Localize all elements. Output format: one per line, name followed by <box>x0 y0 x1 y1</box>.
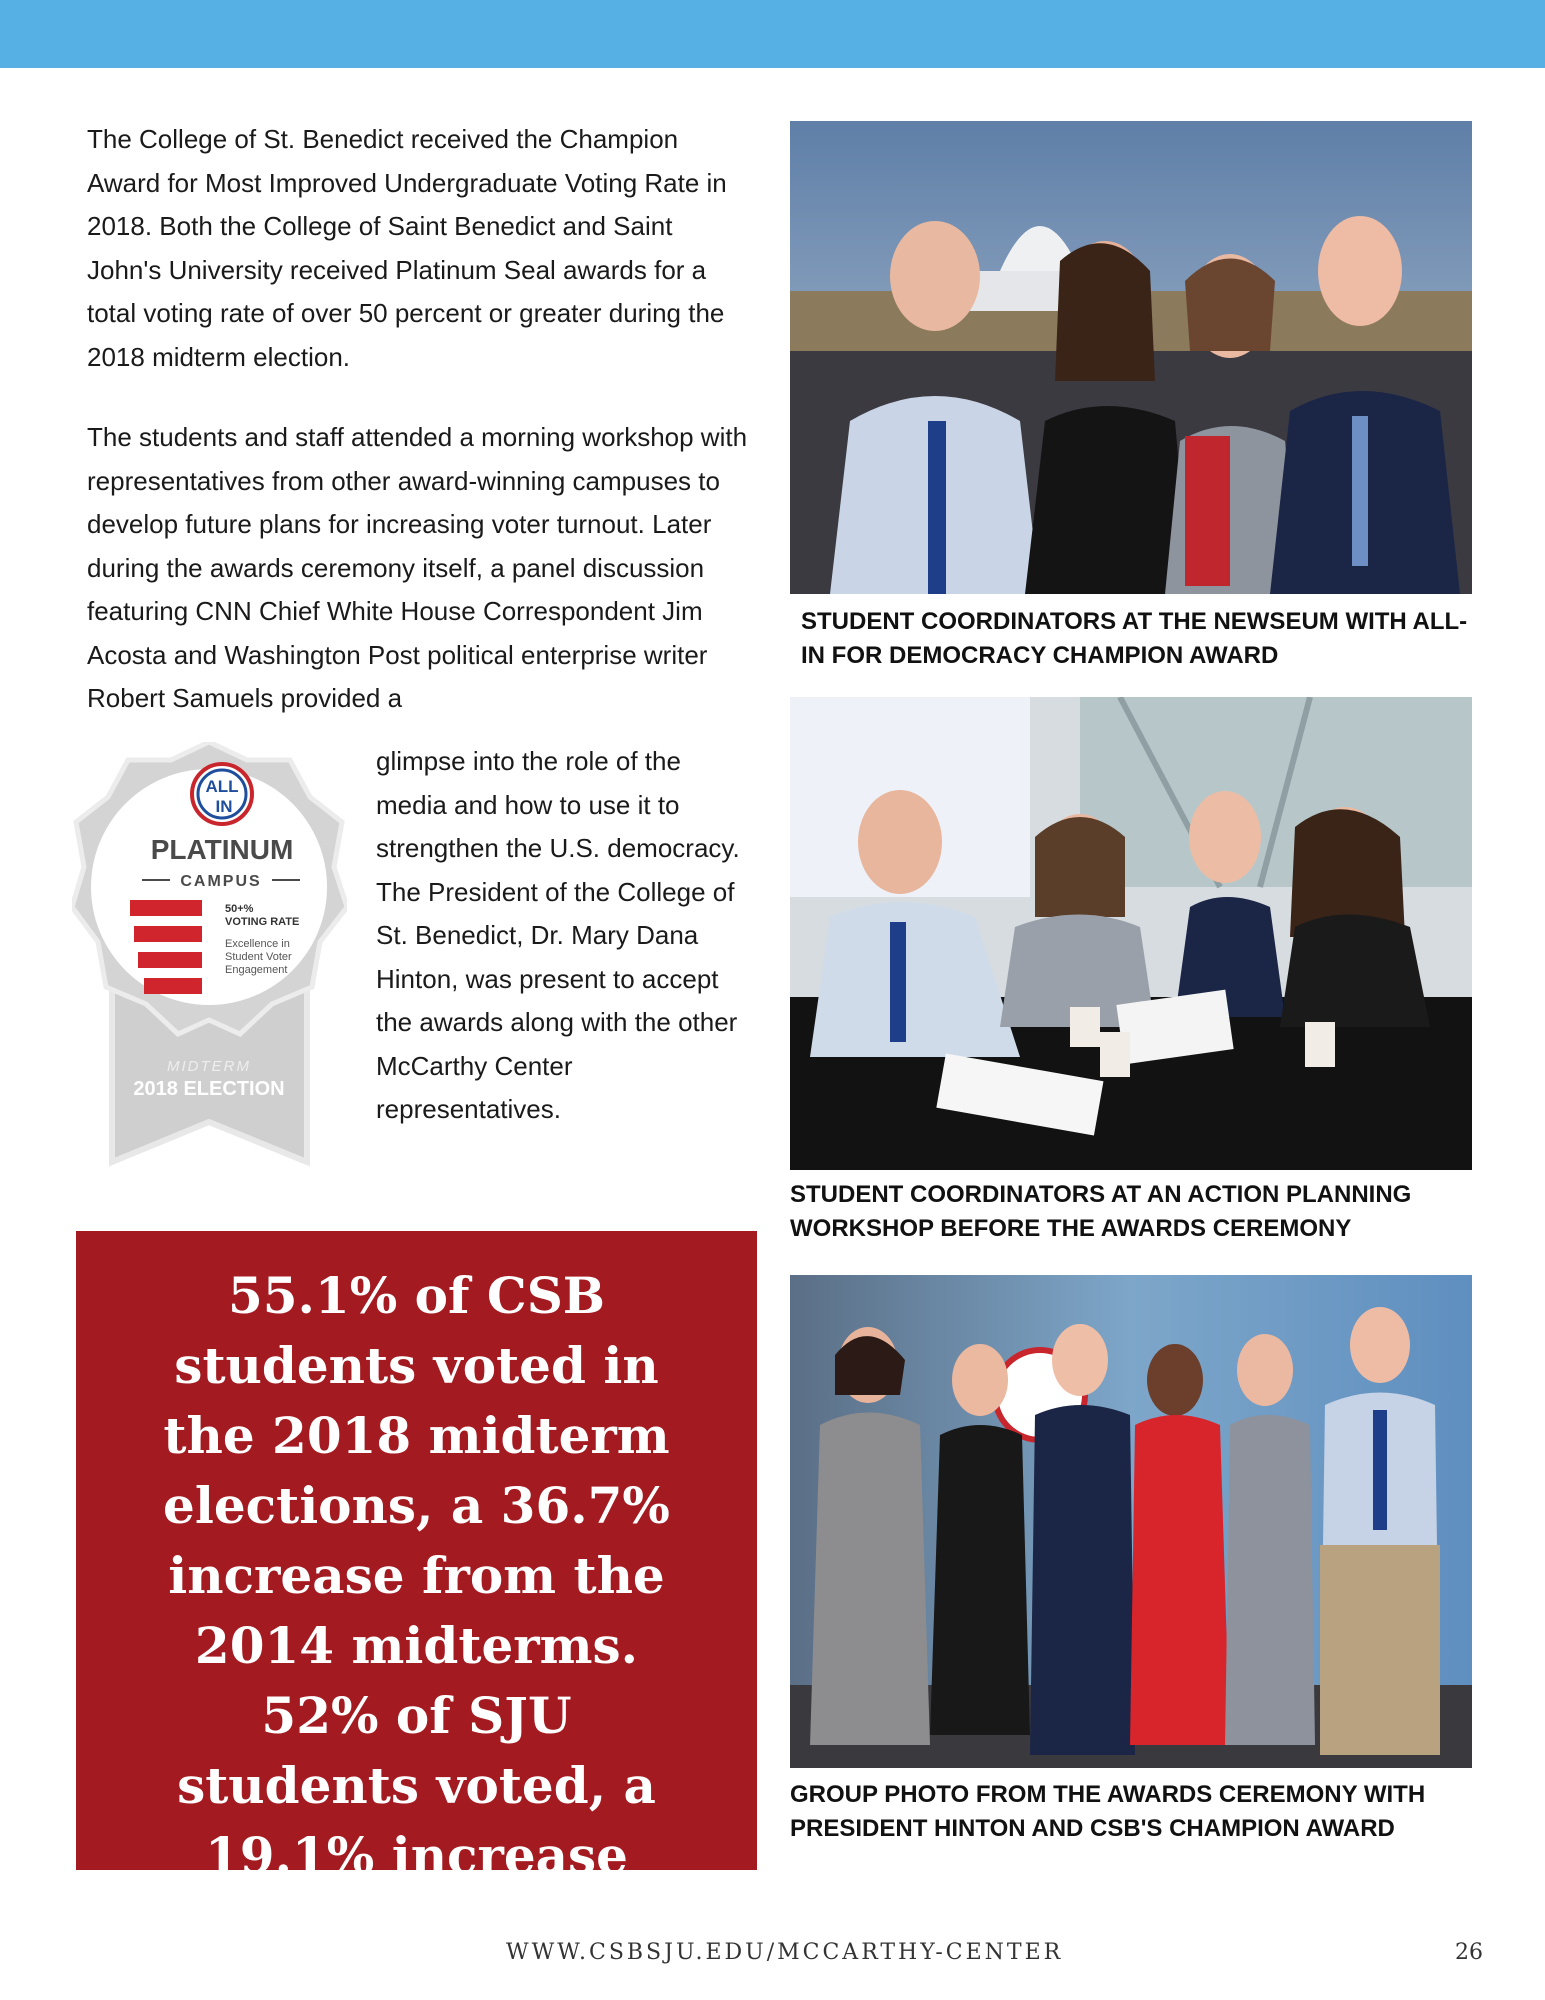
voting-stat-callout <box>76 1231 757 1955</box>
photo-newseum-award <box>790 121 1472 594</box>
photo-group-awards-ceremony <box>790 1275 1472 1768</box>
svg-text:IN: IN <box>215 797 233 816</box>
photo-action-planning-workshop <box>790 697 1472 1170</box>
platinum-campus-seal <box>72 742 347 1172</box>
paragraph-media-glimpse: glimpse into the role of the media and how to use it to strengthen the U.S. democracy. The President of the College of St. Benedict, Dr. Mary Dana Hinton, was present to accept the awards along with the other McCarthy Center representatives. <box>376 746 740 1124</box>
svg-text:CAMPUS: CAMPUS <box>180 873 262 890</box>
paragraph-workshop: The students and staff attended a morning workshop with representatives from other award-winning campuses to develop future plans for increasing voter turnout. Later during the awards ceremony itself, a panel discussion featuring CNN Chief White House Correspondent Jim Acosta and Washington Post political enterprise writer Robert Samuels provided a <box>87 422 748 713</box>
voting-stat-text: 55.1% of CSB students voted in the 2018 midterm elections, a 36.7% increase from the 2014 midterms. 52% of SJU students voted, a 19.1% increase from 2014. <box>163 1266 670 1955</box>
svg-text:Excellence in: Excellence in <box>225 938 290 950</box>
svg-text:VOTING RATE: VOTING RATE <box>225 916 300 928</box>
all-in-logo-icon <box>192 764 252 824</box>
svg-text:Engagement: Engagement <box>225 964 288 976</box>
svg-text:ALL: ALL <box>205 777 239 796</box>
caption-newseum: STUDENT COORDINATORS AT THE NEWSEUM WITH ALL-IN FOR DEMOCRACY CHAMPION AWARD <box>801 608 1468 669</box>
svg-text:2018 ELECTION: 2018 ELECTION <box>133 1078 285 1100</box>
badge-title: PLATINUM <box>150 834 294 865</box>
svg-text:MIDTERM: MIDTERM <box>167 1058 251 1075</box>
svg-text:50+%: 50+% <box>225 903 254 915</box>
caption-workshop: STUDENT COORDINATORS AT AN ACTION PLANNING WORKSHOP BEFORE THE AWARDS CEREMONY <box>790 1181 1412 1242</box>
page-number: 26 <box>1455 1940 1483 1965</box>
paragraph-champion-award: The College of St. Benedict received the Champion Award for Most Improved Undergraduate Voting Rate in 2018. Both the College of Saint Benedict and Saint John's University received Platinum Seal awards for a total voting rate of over 50 percent or greater during the 2018 midterm election. <box>87 124 727 372</box>
svg-text:Student Voter: Student Voter <box>225 951 292 963</box>
top-color-band <box>0 0 1545 68</box>
caption-group-photo: GROUP PHOTO FROM THE AWARDS CEREMONY WITH PRESIDENT HINTON AND CSB'S CHAMPION AWARD <box>790 1781 1426 1842</box>
footer-website-url: WWW.CSBSJU.EDU/MCCARTHY-CENTER <box>506 1940 1064 1965</box>
